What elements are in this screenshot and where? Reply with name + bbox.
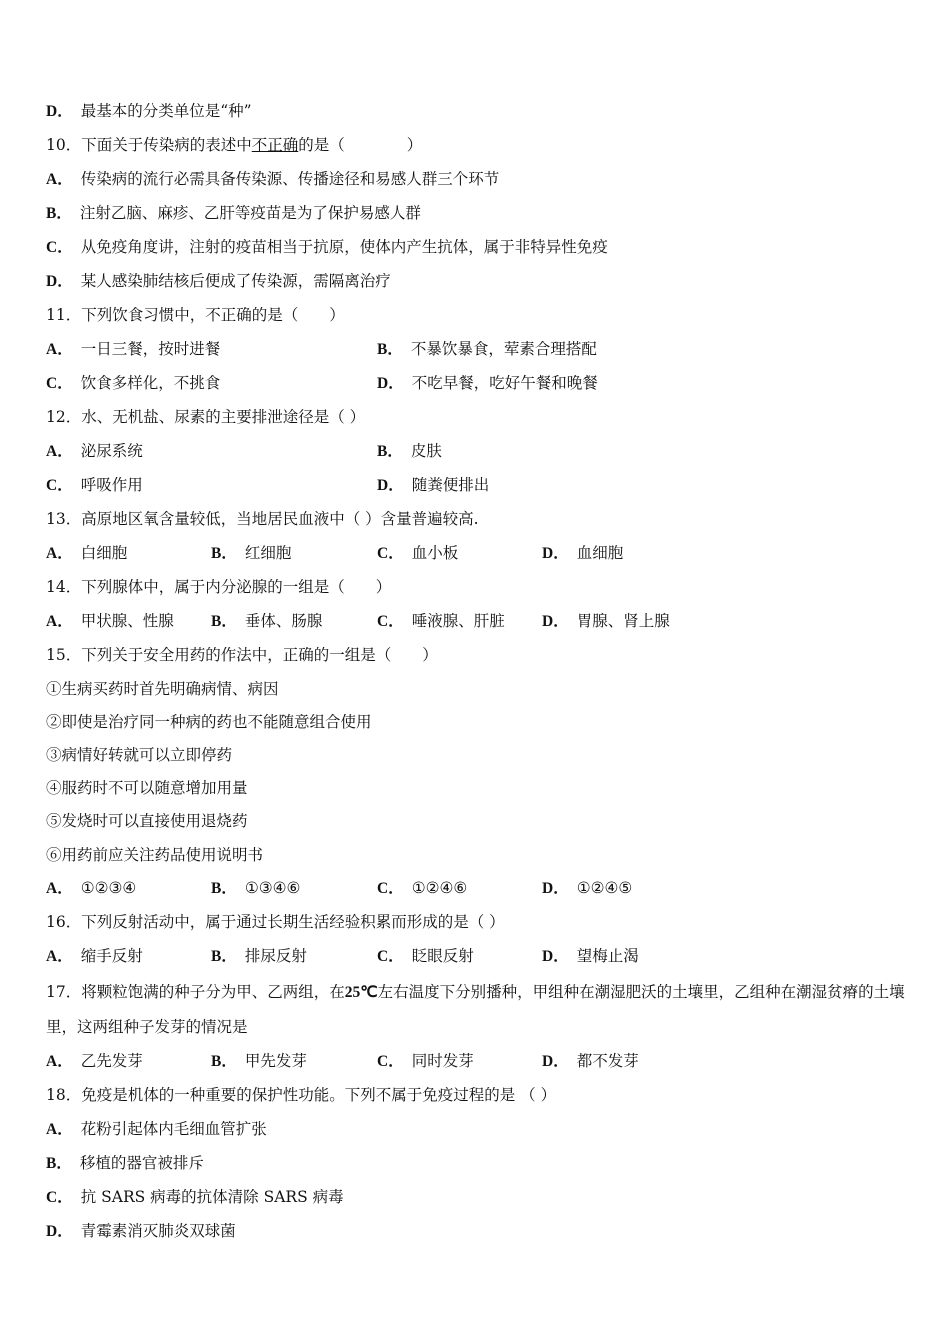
- q10-option-a: A． 传染病的流行必需具备传染源、传播途径和易感人群三个环节: [46, 170, 500, 188]
- q18-option-a: A． 花粉引起体内毛细血管扩张: [46, 1120, 267, 1138]
- q11-option-d: D． 不吃早餐，吃好午餐和晚餐: [377, 374, 598, 392]
- q13-option-d: D． 血细胞: [542, 544, 624, 562]
- q12-options-row2: [46, 474, 910, 496]
- q13-option-c: C． 血小板: [377, 544, 459, 562]
- q11-options-row2: [46, 372, 910, 394]
- q18-option-c: C． 抗 SARS 病毒的抗体清除 SARS 病毒: [46, 1188, 344, 1206]
- q16-option-d: D． 望梅止渴: [542, 947, 639, 965]
- q14-option-d: D． 胃腺、肾上腺: [542, 612, 670, 630]
- q14-options: [46, 610, 910, 632]
- q12-option-b: B． 皮肤: [377, 442, 442, 460]
- q12-options-row1: [46, 440, 910, 462]
- q12-stem: 12．水、无机盐、尿素的主要排泄途径是（ ）: [46, 408, 366, 426]
- q11-options-row1: [46, 338, 910, 360]
- q14-option-c: C． 唾液腺、肝脏: [377, 612, 505, 630]
- q17-option-c: C． 同时发芽: [377, 1052, 474, 1070]
- underlined-keyword: 不正确: [251, 136, 299, 154]
- q10-option-d: D． 某人感染肺结核后便成了传染源，需隔离治疗: [46, 272, 391, 290]
- q16-option-a: A． 缩手反射: [46, 947, 143, 965]
- q17-options: [46, 1050, 910, 1072]
- temperature-value: 25℃: [344, 984, 378, 1001]
- q13-option-a: A． 白细胞: [46, 544, 128, 562]
- q10-stem: 10．下面关于传染病的表述中不正确的是（ ）: [46, 136, 423, 154]
- q18-option-b: B． 移植的器官被排斥: [46, 1154, 204, 1172]
- q16-option-c: C． 眨眼反射: [377, 947, 474, 965]
- q15-statement-3: ③病情好转就可以立即停药: [46, 746, 233, 764]
- q13-options: [46, 542, 910, 564]
- q17-option-a: A． 乙先发芽: [46, 1052, 143, 1070]
- q17-option-d: D． 都不发芽: [542, 1052, 639, 1070]
- q15-statement-5: ⑤发烧时可以直接使用退烧药: [46, 812, 248, 830]
- q18-stem: 18．免疫是机体的一种重要的保护性功能。下列不属于免疫过程的是 （ ）: [46, 1086, 557, 1104]
- q16-option-b: B． 排尿反射: [211, 947, 307, 965]
- q11-option-b: B． 不暴饮暴食，荤素合理搭配: [377, 340, 597, 358]
- q12-option-c: C． 呼吸作用: [46, 476, 143, 494]
- q16-options: [46, 945, 910, 967]
- q14-stem: 14．下列腺体中，属于内分泌腺的一组是（ ）: [46, 578, 392, 596]
- q13-option-b: B． 红细胞: [211, 544, 292, 562]
- q16-stem: 16．下列反射活动中，属于通过长期生活经验积累而形成的是（ ）: [46, 913, 505, 931]
- q13-stem: 13．高原地区氧含量较低，当地居民血液中（ ）含量普遍较高.: [46, 510, 479, 528]
- q15-statement-1: ①生病买药时首先明确病情、病因: [46, 680, 279, 698]
- q10-option-b: B． 注射乙脑、麻疹、乙肝等疫苗是为了保护易感人群: [46, 204, 421, 222]
- q15-statement-6: ⑥用药前应关注药品使用说明书: [46, 846, 264, 864]
- q15-statement-2: ②即使是治疗同一种病的药也不能随意组合使用: [46, 713, 372, 731]
- q15-stem: 15．下列关于安全用药的作法中，正确的一组是（ ）: [46, 646, 438, 664]
- q12-option-d: D． 随粪便排出: [377, 476, 490, 494]
- q18-option-d: D． 青霉素消灭肺炎双球菌: [46, 1222, 236, 1240]
- q15-option-b: B． ①③④⑥: [211, 879, 301, 897]
- q17-stem: 17．将颗粒饱满的种子分为甲、乙两组，在25℃左右温度下分别播种，甲组种在潮湿肥沃的土壤里，乙组种在潮湿贫瘠的土壤里，这两组种子发芽的情况是: [46, 983, 905, 1036]
- q15-option-c: C． ①②④⑥: [377, 879, 468, 897]
- q15-options: [46, 877, 910, 899]
- q14-option-a: A． 甲状腺、性腺: [46, 612, 174, 630]
- q10-option-c: C． 从免疫角度讲，注射的疫苗相当于抗原，使体内产生抗体，属于非特异性免疫: [46, 238, 608, 256]
- q9-option-d: D． 最基本的分类单位是“种”: [46, 102, 252, 120]
- q12-option-a: A． 泌尿系统: [46, 442, 143, 460]
- q15-statement-4: ④服药时不可以随意增加用量: [46, 779, 248, 797]
- q15-option-d: D． ①②④⑤: [542, 879, 633, 897]
- q11-option-a: A． 一日三餐，按时进餐: [46, 340, 221, 358]
- q15-option-a: A． ①②③④: [46, 879, 137, 897]
- q11-stem: 11．下列饮食习惯中，不正确的是（ ）: [46, 306, 345, 324]
- q14-option-b: B． 垂体、肠腺: [211, 612, 323, 630]
- q11-option-c: C． 饮食多样化，不挑食: [46, 374, 221, 392]
- q17-option-b: B． 甲先发芽: [211, 1052, 307, 1070]
